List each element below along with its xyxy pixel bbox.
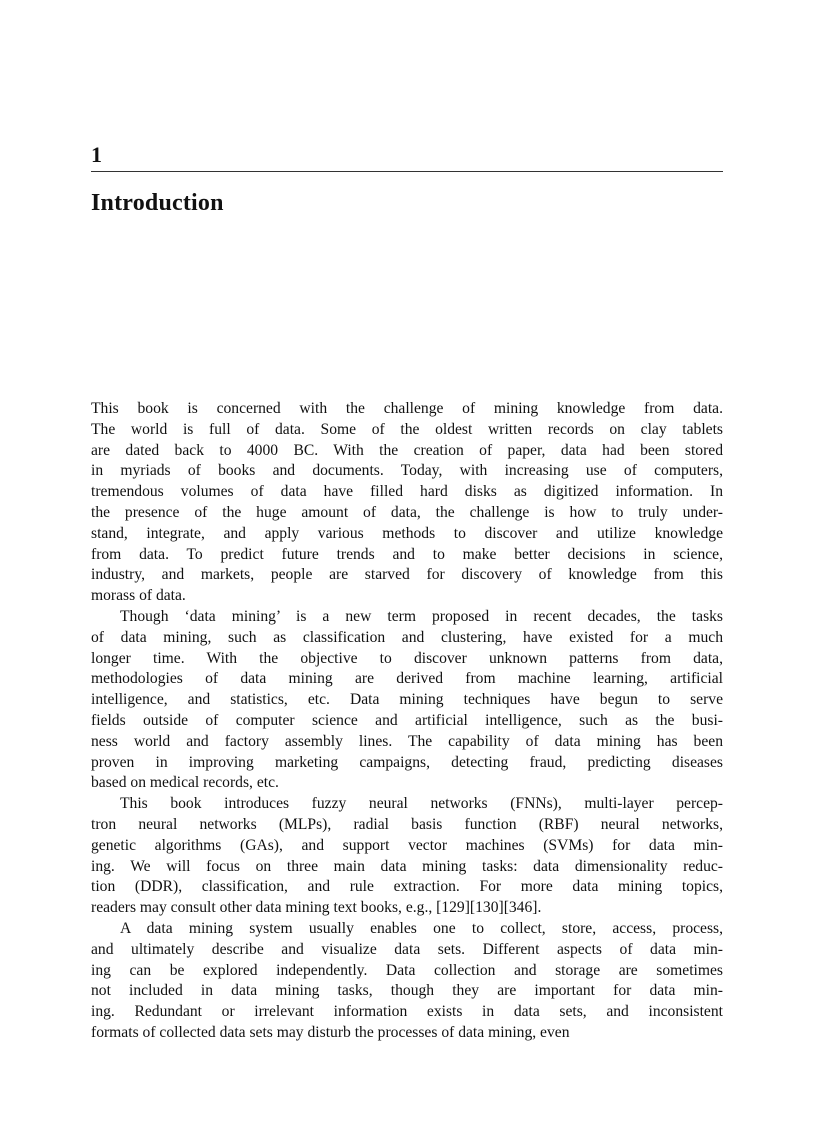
text-line: ness world and factory assembly lines. The capability of data mining has been [91, 732, 723, 750]
text-line: proven in improving marketing campaigns, detecting fraud, predicting diseases [91, 753, 723, 771]
text-line: ing. Redundant or irrelevant information exists in data sets, and inconsistent [91, 1003, 723, 1021]
text-line: This book is concerned with the challenge of mining knowledge from data. [91, 400, 723, 417]
paragraph [91, 399, 723, 607]
text-line: formats of collected data sets may disturb the processes of data mining, even [91, 1023, 570, 1041]
text-line: This book introduces fuzzy neural networks (FNNs), multi-layer percep- [120, 795, 723, 813]
text-line: The world is full of data. Some of the oldest written records on clay tablets [91, 420, 723, 438]
text-line: ing can be explored independently. Data collection and storage are sometimes [91, 961, 723, 979]
text-line: genetic algorithms (GAs), and support vector machines (SVMs) for data min- [91, 836, 723, 854]
chapter-title: Introduction [91, 190, 224, 216]
text-line: longer time. With the objective to discover unknown patterns from data, [91, 649, 723, 667]
paragraph [91, 607, 723, 794]
text-line: readers may consult other data mining text books, e.g., [129][130][346]. [91, 899, 542, 917]
text-line: based on medical records, etc. [91, 774, 279, 792]
text-line: morass of data. [91, 587, 186, 605]
text-line: and ultimately describe and visualize data sets. Different aspects of data min- [91, 940, 723, 958]
text-line: are dated back to 4000 BC. With the creation of paper, data had been stored [91, 441, 723, 459]
text-line: tion (DDR), classification, and rule extraction. For more data mining topics, [91, 878, 723, 896]
text-line: tron neural networks (MLPs), radial basis function (RBF) neural networks, [91, 815, 723, 833]
text-line: tremendous volumes of data have filled hard disks as digitized information. In [91, 483, 723, 501]
paragraph [91, 919, 723, 1044]
text-line: not included in data mining tasks, though they are important for data min- [91, 982, 723, 1000]
chapter-rule-divider [91, 171, 723, 172]
text-line: Though ‘data mining’ is a new term proposed in recent decades, the tasks [120, 607, 723, 625]
text-line: intelligence, and statistics, etc. Data mining techniques have begun to serve [91, 691, 723, 709]
chapter-number: 1 [91, 142, 102, 167]
text-line: from data. To predict future trends and to make better decisions in science, [91, 545, 723, 563]
text-line: methodologies of data mining are derived from machine learning, artificial [91, 670, 723, 688]
text-line: A data mining system usually enables one to collect, store, access, process, [120, 919, 723, 937]
text-line: stand, integrate, and apply various methods to discover and utilize knowledge [91, 524, 723, 542]
paragraph [91, 794, 723, 919]
text-line: in myriads of books and documents. Today, with increasing use of computers, [91, 462, 723, 480]
text-line: of data mining, such as classification and clustering, have existed for a much [91, 628, 723, 646]
text-line: fields outside of computer science and artificial intelligence, such as the busi- [91, 711, 723, 729]
text-line: the presence of the huge amount of data, the challenge is how to truly under- [91, 503, 723, 521]
text-line: ing. We will focus on three main data mining tasks: data dimensionality reduc- [91, 857, 723, 875]
chapter-body-text [91, 399, 723, 1044]
text-line: industry, and markets, people are starved for discovery of knowledge from this [91, 566, 723, 584]
